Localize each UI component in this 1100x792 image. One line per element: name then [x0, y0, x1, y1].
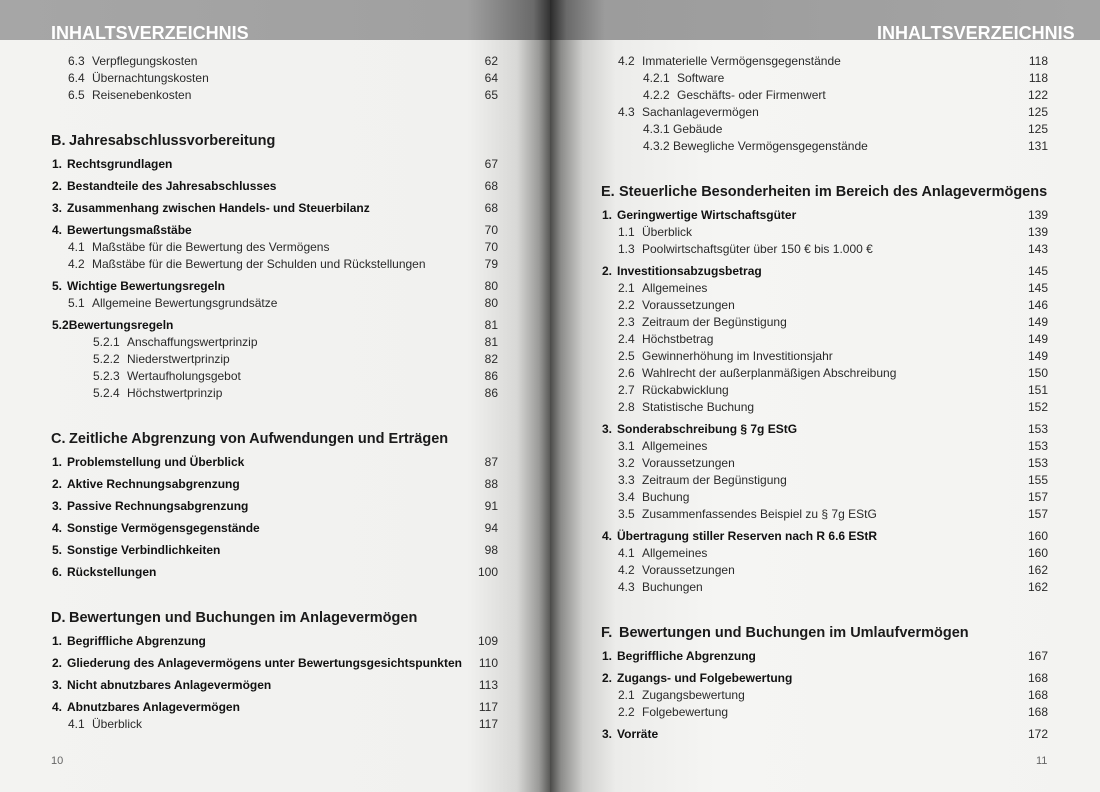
toc-entry-number: 2.8 — [618, 400, 635, 414]
toc-entry-page: 172 — [1027, 727, 1048, 741]
toc-entry-title: Statistische Buchung — [642, 400, 755, 414]
toc-entry-page: 88 — [484, 477, 498, 491]
toc-entry-number: 3. — [52, 499, 63, 513]
toc-entry-number: 2.2 — [618, 705, 635, 719]
toc-entry-page: 118 — [1028, 54, 1048, 68]
toc-entry-page: 167 — [1027, 649, 1048, 663]
toc-entry-number: 4.1 — [68, 240, 85, 254]
toc-entry-page: 80 — [484, 296, 498, 310]
toc-entry-number: 3.1 — [618, 439, 635, 453]
toc-entry-title: Sonstige Verbindlichkeiten — [67, 543, 221, 557]
toc-entry-number: 4.2 — [618, 54, 635, 68]
toc-entry-number: 2.3 — [618, 315, 635, 329]
toc-entry-page: 86 — [484, 386, 498, 400]
toc-entry-number: E. — [601, 184, 615, 200]
toc-entry-title: Verpflegungskosten — [92, 54, 198, 68]
toc-entry-number: 6. — [52, 565, 63, 579]
toc-entry-number: 5. — [52, 543, 63, 557]
toc-entry-page: 168 — [1027, 705, 1048, 719]
toc-entry-number: 2.1 — [618, 688, 635, 702]
toc-entry-page: 125 — [1027, 122, 1048, 136]
toc-entry-number: 4.2.2 — [643, 88, 670, 102]
toc-entry-title: Investitionsabzugsbetrag — [617, 264, 762, 278]
toc-entry-title: Wertaufholungsgebot — [127, 369, 241, 383]
toc-entry-number: D. — [51, 610, 66, 626]
toc-entry-title: Zeitraum der Begünstigung — [642, 473, 787, 487]
toc-entry-page: 152 — [1027, 400, 1048, 414]
toc-entry-number: 2.1 — [618, 281, 635, 295]
toc-entry-title: Rechtsgrundlagen — [67, 157, 173, 171]
toc-entry-title: Zugangs- und Folgebewertung — [617, 671, 793, 685]
toc-entry-title: Passive Rechnungsabgrenzung — [67, 499, 249, 513]
toc-entry-number: 6.4 — [68, 71, 85, 85]
toc-entry-title: Überblick — [642, 225, 693, 239]
toc-entry-title: Poolwirtschaftsgüter über 150 € bis 1.000 € — [642, 242, 873, 256]
toc-entry-page: 162 — [1027, 563, 1048, 577]
toc-entry-number: 3. — [52, 201, 63, 215]
toc-entry-number: 4.2 — [618, 563, 635, 577]
toc-entry-number: 5.1 — [68, 296, 85, 310]
toc-entry-number: 4.2 — [68, 257, 85, 271]
toc-entry-page: 70 — [484, 240, 498, 254]
toc-entry-number: F. — [601, 625, 613, 641]
toc-entry-page: 67 — [484, 157, 498, 171]
toc-entry-page: 81 — [484, 318, 498, 332]
toc-entry-number: 5.2.4 — [93, 386, 120, 400]
toc-entry-number: 3. — [52, 678, 63, 692]
toc-entry-number: 5.2.3 — [93, 369, 120, 383]
toc-entry-title: Vorräte — [617, 727, 659, 741]
toc-entry-title: Aktive Rechnungsabgrenzung — [67, 477, 240, 491]
toc-entry-page: 149 — [1027, 315, 1048, 329]
toc-entry-title: Höchstbetrag — [642, 332, 714, 346]
toc-entry-page: 168 — [1027, 671, 1048, 685]
toc-entry-title: Allgemeine Bewertungsgrundsätze — [92, 296, 278, 310]
toc-entry-title: Begriffliche Abgrenzung — [67, 634, 206, 648]
toc-entry-title: Gewinnerhöhung im Investitionsjahr — [642, 349, 833, 363]
toc-entry-title: Gliederung des Anlagevermögens unter Bewertungsgesichtspunkten — [67, 656, 462, 670]
toc-entry-title: Reisenebenkosten — [92, 88, 192, 102]
toc-entry-title: Zeitraum der Begünstigung — [642, 315, 787, 329]
toc-entry-page: 80 — [484, 279, 498, 293]
toc-entry-number: 5.2 — [52, 318, 69, 332]
toc-entry-page: 149 — [1027, 349, 1048, 363]
toc-entry-number: 5.2.1 — [93, 335, 120, 349]
toc-entry-page: 157 — [1027, 507, 1048, 521]
toc-entry-number: 2.4 — [618, 332, 635, 346]
toc-entry-title: Allgemeines — [642, 281, 708, 295]
toc-entry-title: Geringwertige Wirtschaftsgüter — [617, 208, 797, 222]
toc-entry-number: 2. — [52, 656, 63, 670]
toc-entry-title: Wahlrecht der außerplanmäßigen Abschreibung — [642, 366, 897, 380]
toc-entry-number: 2.6 — [618, 366, 635, 380]
toc-entry-page: 149 — [1027, 332, 1048, 346]
toc-entry-number: 1. — [602, 649, 613, 663]
toc-entry-title: Allgemeines — [642, 546, 708, 560]
toc-entry-title: Voraussetzungen — [642, 298, 735, 312]
toc-entry-title: Bewertungsmaßstäbe — [67, 223, 192, 237]
toc-entry-number: 6.3 — [68, 54, 85, 68]
toc-entry-title: Sachanlagevermögen — [642, 105, 759, 119]
toc-entry-title: Maßstäbe für die Bewertung des Vermögens — [92, 240, 330, 254]
toc-entry-page: 145 — [1027, 281, 1048, 295]
toc-entry-number: 3.4 — [618, 490, 635, 504]
toc-entry-number: 3.3 — [618, 473, 635, 487]
toc-entry-page: 118 — [1028, 71, 1048, 85]
toc-entry-title: Begriffliche Abgrenzung — [617, 649, 756, 663]
toc-entry-title: Zugangsbewertung — [642, 688, 745, 702]
toc-entry-number: 4.1 — [618, 546, 635, 560]
toc-entry-title: Rückabwicklung — [642, 383, 729, 397]
toc-entry-page: 151 — [1027, 383, 1048, 397]
toc-entry-page: 81 — [484, 335, 498, 349]
toc-entry-number: 1. — [52, 634, 63, 648]
toc-entry-page: 68 — [484, 179, 498, 193]
toc-entry — [52, 318, 173, 332]
toc-entry-number: 1. — [52, 455, 63, 469]
toc-entry-page: 65 — [484, 88, 498, 102]
toc-entry-number: 4.3 — [618, 580, 635, 594]
toc-entry-number: 5.2.2 — [93, 352, 120, 366]
toc-entry-page: 160 — [1027, 529, 1048, 543]
toc-entry-page: 86 — [484, 369, 498, 383]
toc-entry-title: Folgebewertung — [642, 705, 729, 719]
toc-entry-number: 3. — [602, 727, 613, 741]
toc-entry-title: Niederstwertprinzip — [127, 352, 230, 366]
toc-entry-number: 3.5 — [618, 507, 635, 521]
toc-entry-page: 87 — [484, 455, 498, 469]
toc-entry-page: 155 — [1027, 473, 1048, 487]
toc-entry-title: Steuerliche Besonderheiten im Bereich des Anlagevermögens — [619, 184, 1048, 200]
toc-entry-title: Bestandteile des Jahresabschlusses — [67, 179, 277, 193]
toc-entry-title: Software — [677, 71, 725, 85]
toc-entry-title: Sonderabschreibung § 7g EStG — [617, 422, 798, 436]
header-title: INHALTSVERZEICHNIS — [51, 24, 249, 40]
toc-entry-title: Buchungen — [642, 580, 703, 594]
toc-entry-title: Übernachtungskosten — [92, 71, 209, 85]
toc-entry-title: Immaterielle Vermögensgegenstände — [642, 54, 841, 68]
toc-entry-number: 4. — [602, 529, 613, 543]
toc-entry-number: 4.3.1 — [643, 122, 670, 136]
toc-entry-number: 1.3 — [618, 242, 635, 256]
toc-entry-title: Rückstellungen — [67, 565, 157, 579]
toc-entry-page: 70 — [484, 223, 498, 237]
toc-entry-number: 1. — [602, 208, 613, 222]
toc-entry-page: 122 — [1027, 88, 1048, 102]
toc-entry-page: 139 — [1027, 208, 1048, 222]
toc-entry-page: 160 — [1027, 546, 1048, 560]
toc-entry-number: 1.1 — [618, 225, 635, 239]
toc-entry-title: Wichtige Bewertungsregeln — [67, 279, 225, 293]
toc-entry-page: 82 — [484, 352, 498, 366]
toc-entry-number: 2.5 — [618, 349, 635, 363]
toc-entry-page: 153 — [1027, 422, 1048, 436]
toc-entry-number: B. — [51, 133, 66, 149]
toc-entry-title: Maßstäbe für die Bewertung der Schulden und Rückstellungen — [92, 257, 426, 271]
toc-entry-title: Voraussetzungen — [642, 456, 735, 470]
toc-entry-title: Zeitliche Abgrenzung von Aufwendungen und Erträgen — [69, 431, 449, 447]
toc-entry-page: 139 — [1027, 225, 1048, 239]
toc-entry-number: 2. — [602, 671, 613, 685]
toc-entry-title: Höchstwertprinzip — [127, 386, 223, 400]
toc-entry-title: Jahresabschlussvorbereitung — [69, 133, 276, 149]
toc-entry-page: 91 — [484, 499, 498, 513]
toc-entry-page: 131 — [1027, 139, 1048, 153]
toc-entry-number: 4.1 — [68, 717, 85, 731]
toc-entry-page: 157 — [1027, 490, 1048, 504]
toc-entry-page: 150 — [1027, 366, 1048, 380]
toc-entry-page: 146 — [1027, 298, 1048, 312]
toc-entry-number: 4.3 — [618, 105, 635, 119]
toc-entry-page: 98 — [484, 543, 498, 557]
toc-entry-page: 153 — [1027, 456, 1048, 470]
toc-entry-page: 168 — [1027, 688, 1048, 702]
toc-entry-number: 2. — [52, 477, 63, 491]
toc-entry-page: 125 — [1027, 105, 1048, 119]
toc-entry-title: Bewegliche Vermögensgegenstände — [673, 139, 868, 153]
toc-entry-number: 2.7 — [618, 383, 635, 397]
toc-entry-page: 113 — [478, 678, 498, 692]
toc-entry-title: Gebäude — [673, 122, 723, 136]
page-number: 10 — [51, 755, 64, 767]
toc-entry-page: 79 — [484, 257, 498, 271]
toc-entry-title: Überblick — [92, 717, 143, 731]
toc-entry-page: 100 — [477, 565, 498, 579]
toc-entry-title: Allgemeines — [642, 439, 708, 453]
toc-entry-page: 68 — [484, 201, 498, 215]
toc-entry-number: 4. — [52, 700, 63, 714]
toc-entry-number: 3.2 — [618, 456, 635, 470]
toc-entry-number: 4.2.1 — [643, 71, 670, 85]
page-number: 11 — [1036, 755, 1048, 767]
toc-entry-number: 4.3.2 — [643, 139, 670, 153]
toc-entry-page: 145 — [1027, 264, 1048, 278]
toc-entry-title: Problemstellung und Überblick — [67, 455, 245, 469]
toc-entry-page: 153 — [1027, 439, 1048, 453]
toc-entry-number: 4. — [52, 223, 63, 237]
toc-entry-number: 1. — [52, 157, 63, 171]
toc-entry-title: Bewertungen und Buchungen im Anlagevermögen — [69, 610, 418, 626]
toc-entry-title: Zusammenhang zwischen Handels- und Steuerbilanz — [67, 201, 370, 215]
toc-entry-title: Voraussetzungen — [642, 563, 735, 577]
toc-entry-title: Bewertungen und Buchungen im Umlaufvermögen — [619, 625, 969, 641]
toc-entry-number: 5. — [52, 279, 63, 293]
toc-entry-number: 2. — [602, 264, 613, 278]
toc-entry-title: Übertragung stiller Reserven nach R 6.6 EStR — [617, 529, 878, 543]
toc-entry-number: 2.2 — [618, 298, 635, 312]
toc-entry-page: 143 — [1027, 242, 1048, 256]
toc-entry-title: Abnutzbares Anlagevermögen — [67, 700, 240, 714]
toc-entry-number: 2. — [52, 179, 63, 193]
toc-entry-number: 6.5 — [68, 88, 85, 102]
toc-entry-title: Geschäfts- oder Firmenwert — [677, 88, 826, 102]
toc-entry-title: Nicht abnutzbares Anlagevermögen — [67, 678, 272, 692]
toc-entry-page: 94 — [484, 521, 498, 535]
header-title: INHALTSVERZEICHNIS — [877, 24, 1075, 40]
toc-entry-title: Sonstige Vermögensgegenstände — [67, 521, 260, 535]
toc-entry-page: 110 — [478, 656, 498, 670]
toc-entry-page: 64 — [484, 71, 498, 85]
toc-entry-number: C. — [51, 431, 66, 447]
toc-entry-title: Buchung — [642, 490, 690, 504]
toc-entry-title: Anschaffungswertprinzip — [127, 335, 258, 349]
toc-entry-page: 162 — [1027, 580, 1048, 594]
toc-entry-number: 4. — [52, 521, 63, 535]
toc-entry-title: Zusammenfassendes Beispiel zu § 7g EStG — [642, 507, 877, 521]
toc-entry-page: 109 — [477, 634, 498, 648]
toc-entry-page: 117 — [478, 700, 498, 714]
toc-entry-number: 3. — [602, 422, 613, 436]
toc-entry-page: 62 — [484, 54, 498, 68]
right-page — [550, 0, 1100, 792]
toc-entry-page: 117 — [478, 717, 498, 731]
toc-entry-title: Bewertungsregeln — [68, 318, 174, 332]
